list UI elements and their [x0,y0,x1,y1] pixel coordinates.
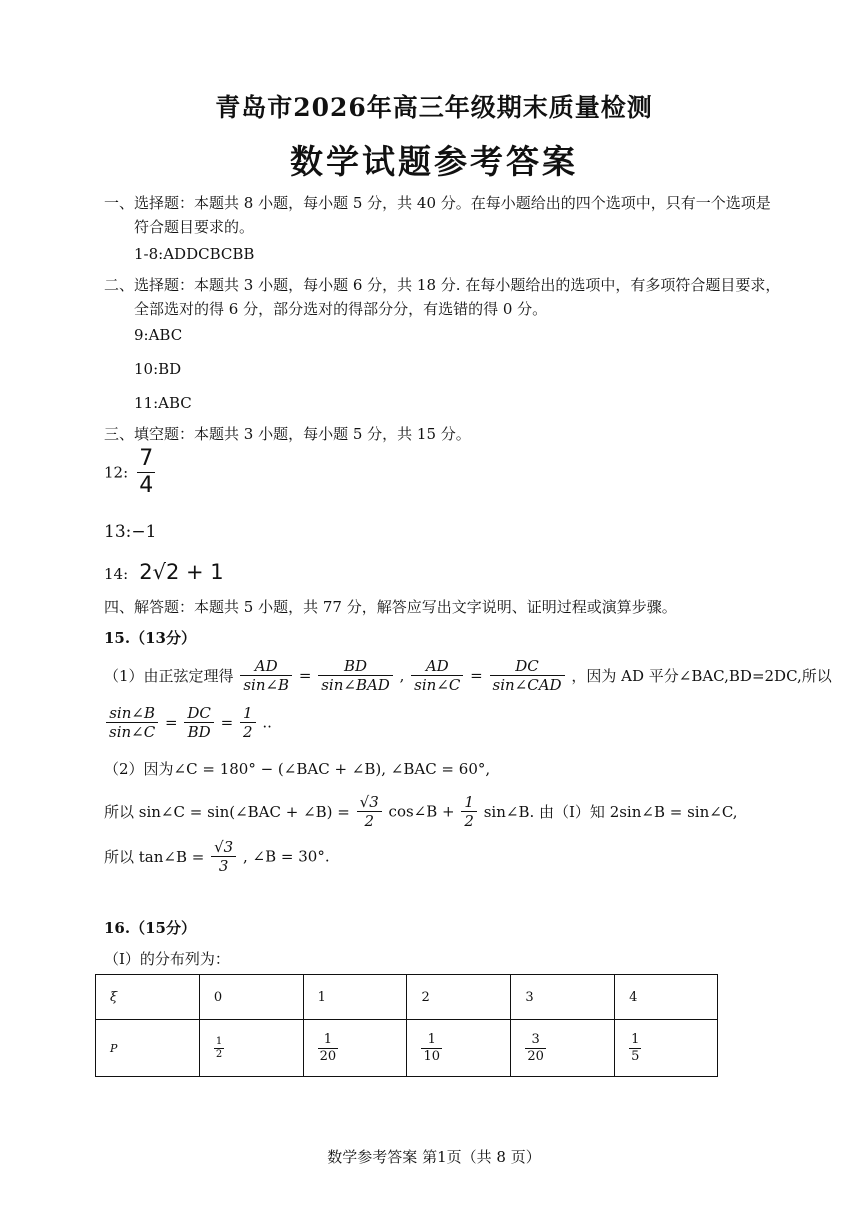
q16-heading: 16.（15分） [104,919,196,937]
q15-p3-mid: cos∠B + [388,802,455,821]
table-cell [303,1020,407,1077]
numerator: 1 [240,704,256,723]
distribution-table [95,974,718,1077]
q15-part1-line2 [104,704,272,741]
answer-12 [104,446,155,499]
section1-intro-line2: 符合题目要求的。 [134,218,255,236]
q15-part2: （2）因为∠C = 180° − (∠BAC + ∠B), ∠BAC = 60°, [104,760,491,778]
answer-9: 9:ABC [134,326,183,344]
table-header-xi: ξ [96,975,200,1020]
prob-fraction [214,1036,224,1061]
equals-sign: = [220,713,234,732]
table-cell [511,1020,615,1077]
comma: , [399,666,405,685]
answer-10: 10:BD [134,360,182,378]
denominator: 10 [423,1048,441,1064]
table-cell: 4 [615,975,718,1020]
denominator: 20 [527,1048,544,1064]
table-header-p: P [96,1020,200,1077]
q15-part2-line3 [104,838,330,875]
q15-heading: 15.（13分） [104,629,196,647]
table-cell [407,1020,511,1077]
section4-intro: 四、解答题：本题共 5 小题，共 77 分，解答应写出文字说明、证明过程或演算步骤。 [104,598,677,616]
equals-sign: = [298,666,312,685]
line-end: .. [262,713,272,732]
fraction-ad-sinb [240,657,292,694]
q16-intro: （I）的分布列为： [104,950,230,968]
fraction-one-half [240,704,256,741]
equals-sign: = [164,713,178,732]
answers-1-8: 1-8:ADDCBCBB [134,245,255,263]
q15-p3-prefix: 所以 sin∠C = sin(∠BAC + ∠B) = [104,803,350,821]
numerator: 3 [525,1032,546,1049]
denominator: 2 [364,812,374,830]
numerator: 1 [631,1031,640,1047]
numerator: DC [490,657,565,676]
denominator: sin∠BAD [321,676,390,694]
denominator: 5 [631,1048,640,1064]
answer-12-label: 12: [104,463,129,482]
table-cell: 3 [511,975,615,1020]
q15-p4-prefix: 所以 tan∠B = [104,848,205,866]
answer-12-numerator: 7 [139,446,154,471]
answer-12-fraction [137,446,155,499]
q15-part1-line1 [104,657,832,694]
answer-11: 11:ABC [134,394,192,412]
answer-13: 13:−1 [104,522,157,542]
denominator: 20 [319,1048,337,1064]
equals-sign: = [470,666,483,685]
prob-fraction [629,1032,641,1065]
denominator: sin∠C [109,723,156,741]
numerator: sin∠B [106,704,158,723]
section2-intro-line2: 全部选对的得 6 分，部分选对的得部分分，有选错的得 0 分。 [134,300,548,318]
table-cell [199,1020,303,1077]
numerator: AD [411,657,463,676]
denominator: 3 [218,857,229,875]
denominator: sin∠CAD [492,676,562,694]
table-cell: 0 [199,975,303,1020]
denominator: 2 [215,1048,223,1060]
numerator: 1 [461,793,477,812]
table-cell: 1 [303,975,407,1020]
fraction-sqrt3-3 [211,838,236,875]
answer-12-denominator: 4 [139,473,154,498]
fraction-bd-sinbad [318,657,393,694]
numerator: √3 [211,838,236,857]
answer-14 [104,560,224,584]
section2-intro-line1: 二、选择题：本题共 3 小题，每小题 6 分，共 18 分. 在每小题给出的选项中，有多项符合题目要求， [104,276,781,294]
page-title: 青岛市2026年高三年级期末质量检测 [215,93,653,122]
q15-p1-prefix: （1）由正弦定理得 [104,667,234,685]
q15-p3-suffix: sin∠B. 由（I）知 2sin∠B = sin∠C, [483,803,738,821]
prob-fraction [525,1032,546,1065]
denominator: 2 [243,723,253,741]
fraction-dc-sincad [490,657,565,694]
section1-intro-line1: 一、选择题：本题共 8 小题，每小题 5 分，共 40 分。在每小题给出的四个选项中，只有一个选项是 [104,194,771,212]
denominator: 2 [464,812,474,830]
table-cell: 2 [407,975,511,1020]
answer-14-label: 14: [104,565,129,583]
numerator: DC [184,704,214,723]
fraction-ad-sinc [411,657,463,694]
page-subtitle: 数学试题参考答案 [290,142,578,181]
numerator: 1 [421,1032,442,1049]
numerator: BD [318,657,393,676]
page-footer: 数学参考答案 第1页（共 8 页） [327,1148,541,1166]
denominator: sin∠C [414,676,461,694]
fraction-1-2 [461,793,477,830]
prob-fraction [318,1032,339,1065]
fraction-sqrt3-2 [357,793,382,830]
q15-part2-line2 [104,793,738,830]
q15-p4-suffix: , ∠B = 30°. [243,847,330,866]
table-row-probabilities [96,1020,718,1077]
numerator: 1 [318,1032,339,1049]
table-cell [615,1020,718,1077]
section3-intro: 三、填空题：本题共 3 小题，每小题 5 分，共 15 分。 [104,425,471,443]
fraction-dc-bd [184,704,214,741]
answer-14-value: 2√2 + 1 [139,560,224,584]
numerator: √3 [357,793,382,812]
numerator: AD [240,657,292,676]
table-row-values [96,975,718,1020]
fraction-sinb-sinc [106,704,158,741]
denominator: sin∠B [243,676,290,694]
denominator: BD [187,723,211,741]
prob-fraction [421,1032,442,1065]
q15-p1-suffix: ，因为 AD 平分∠BAC,BD=2DC,所以 [571,667,832,685]
numerator: 1 [215,1035,223,1047]
